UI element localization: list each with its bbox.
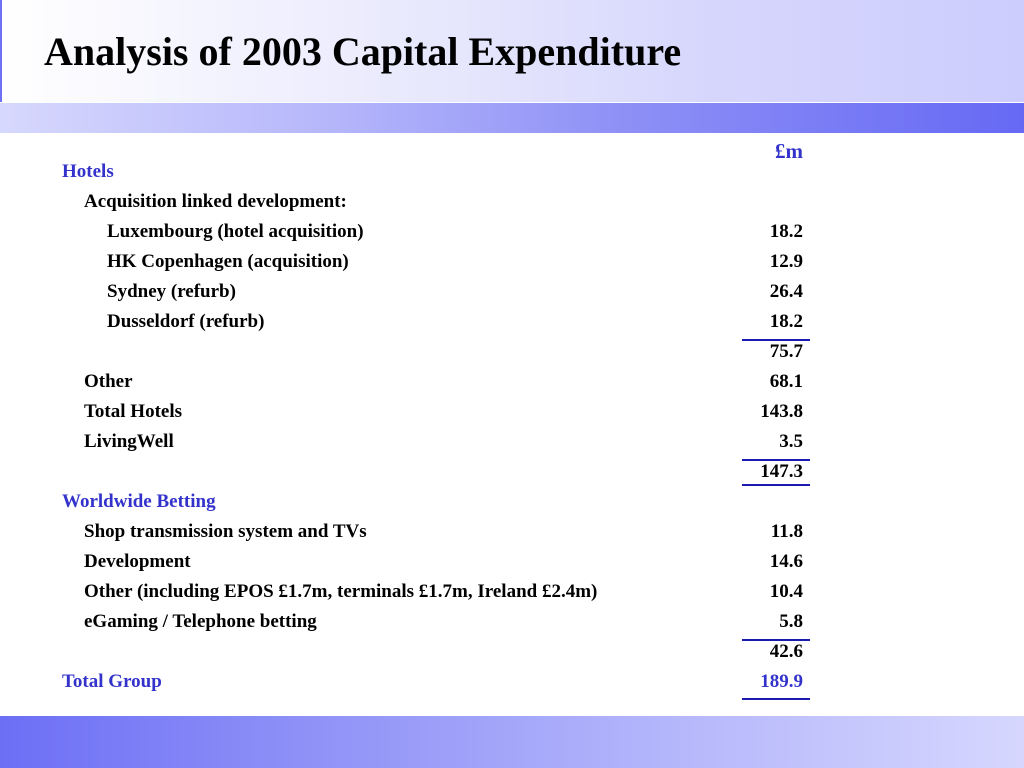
table-row xyxy=(0,577,1024,607)
row-label: Development xyxy=(84,551,191,572)
table-row-total-group xyxy=(0,667,1024,697)
row-value: 10.4 xyxy=(769,581,803,602)
section-heading-hotels xyxy=(0,157,1024,187)
subtotal-underline xyxy=(742,484,810,486)
row-value: 18.2 xyxy=(769,221,803,242)
section-label: Worldwide Betting xyxy=(62,491,216,512)
row-value: 143.8 xyxy=(760,401,803,422)
section-label: Hotels xyxy=(62,161,114,182)
subtotal-row-hotels xyxy=(0,457,1024,487)
row-value: 12.9 xyxy=(769,251,803,272)
row-value: 5.8 xyxy=(779,611,803,632)
row-label: Other xyxy=(84,371,133,392)
table-row xyxy=(0,517,1024,547)
top-gradient-bar xyxy=(0,103,1024,133)
subtotal-row-acquisition xyxy=(0,337,1024,367)
row-value: 3.5 xyxy=(779,431,803,452)
row-label: Dusseldorf (refurb) xyxy=(107,311,265,332)
subheading-acquisition xyxy=(0,187,1024,217)
row-value: 26.4 xyxy=(769,281,803,302)
slide-title: Analysis of 2003 Capital Expenditure xyxy=(44,29,682,74)
title-banner-edge xyxy=(0,0,2,102)
row-value: 11.8 xyxy=(770,521,803,542)
subtotal-value: 75.7 xyxy=(769,341,803,362)
row-value: 68.1 xyxy=(769,371,803,392)
row-value: 18.2 xyxy=(769,311,803,332)
total-underline xyxy=(742,698,810,700)
row-label: Sydney (refurb) xyxy=(107,281,236,302)
table-row xyxy=(0,247,1024,277)
row-label: HK Copenhagen (acquisition) xyxy=(107,251,349,272)
table-row xyxy=(0,547,1024,577)
row-label: eGaming / Telephone betting xyxy=(84,611,317,632)
row-value: 14.6 xyxy=(769,551,803,572)
row-label: Total Group xyxy=(62,671,162,692)
bottom-gradient-bar xyxy=(0,716,1024,768)
table-row xyxy=(0,607,1024,637)
table-row-livingwell xyxy=(0,427,1024,457)
table-row-total-hotels xyxy=(0,397,1024,427)
subtotal-value: 42.6 xyxy=(769,641,803,662)
row-label: Shop transmission system and TVs xyxy=(84,521,367,542)
table-row xyxy=(0,307,1024,337)
table-row xyxy=(0,217,1024,247)
row-label: Luxembourg (hotel acquisition) xyxy=(107,221,364,242)
row-label: LivingWell xyxy=(84,431,174,452)
unit-label: £m xyxy=(775,139,803,163)
row-value: 189.9 xyxy=(760,671,803,692)
row-label: Other (including EPOS £1.7m, terminals £1.7m, Ireland £2.4m) xyxy=(84,581,598,602)
section-heading-betting xyxy=(0,487,1024,517)
row-label: Total Hotels xyxy=(84,401,182,422)
table-row xyxy=(0,277,1024,307)
subheading-label: Acquisition linked development: xyxy=(84,191,347,212)
subtotal-row-betting xyxy=(0,637,1024,667)
table-row-other xyxy=(0,367,1024,397)
subtotal-value: 147.3 xyxy=(760,461,803,482)
